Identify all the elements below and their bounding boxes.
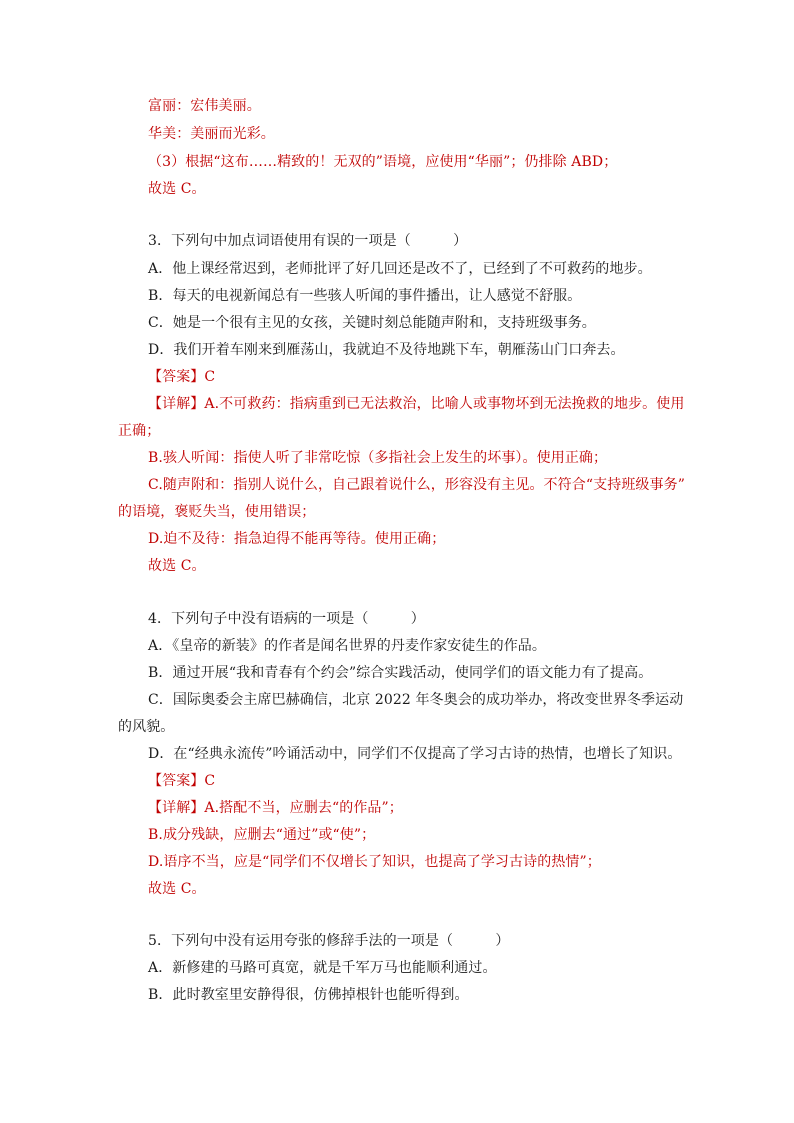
question-3-stem: 3．下列句中加点词语使用有误的一项是（ ） (148, 233, 468, 249)
question-3-detail-a-cont: 正确； (118, 423, 161, 439)
question-3-option-c: C．她是一个很有主见的女孩，关键时刻总能随声附和，支持班级事务。 (148, 315, 596, 331)
question-3-detail-b: B.骇人听闻：指使人听了非常吃惊（多指社会上发生的坏事）。使用正确； (148, 450, 608, 466)
detail-tag: 【详解】 (148, 396, 205, 412)
question-3-detail-c-cont: 的语境，褒贬失当，使用错误； (118, 504, 316, 520)
question-3-conclusion: 故选 C。 (148, 558, 206, 574)
explanation-line-fuli: 富丽：宏伟美丽。 (148, 98, 261, 114)
question-3-detail-a (148, 394, 684, 414)
explanation-line-3: （3）根据“这布……精致的！无双的”语境，应使用“华丽”；仍排除 ABD； (148, 154, 618, 170)
answer-value: C (204, 369, 216, 385)
question-4-detail-d: D.语序不当，应是“同学们不仅增长了知识，也提高了学习古诗的热情”； (148, 854, 601, 870)
question-3-option-b: B．每天的电视新闻总有一些骇人听闻的事件播出，让人感觉不舒服。 (148, 288, 582, 304)
question-3-option-a: A．他上课经常迟到，老师批评了好几回还是改不了，已经到了不可救药的地步。 (148, 261, 652, 277)
question-4-option-d: D．在“经典永流传”吟诵活动中，同学们不仅提高了学习古诗的热情，也增长了知识。 (148, 746, 682, 762)
question-4-detail-b: B.成分残缺，应删去“通过”或“使”； (148, 827, 376, 843)
answer-value: C (204, 773, 216, 789)
explanation-line-huamei: 华美：美丽而光彩。 (148, 126, 275, 142)
detail-text: A.搭配不当，应删去“的作品”； (204, 800, 403, 816)
question-3-detail-c: C.随声附和：指别人说什么，自己跟着说什么，形容没有主见。不符合“支持班级事务” (148, 477, 685, 493)
answer-tag: 【答案】 (148, 369, 205, 385)
question-3-option-d: D．我们开着车刚来到雁荡山，我就迫不及待地跳下车，朝雁荡山门口奔去。 (148, 342, 625, 358)
detail-tag: 【详解】 (148, 800, 205, 816)
answer-tag: 【答案】 (148, 773, 205, 789)
question-3-detail-d: D.迫不及待：指急迫得不能再等待。使用正确； (148, 531, 446, 547)
question-5-stem: 5．下列句中没有运用夸张的修辞手法的一项是（ ） (148, 933, 510, 949)
question-4-option-c: C．国际奥委会主席巴赫确信，北京 2022 年冬奥会的成功举办，将改变世界冬季运动 (148, 692, 684, 708)
question-3-answer (148, 367, 215, 387)
detail-text: A.不可救药：指病重到已无法救治，比喻人或事物坏到无法挽救的地步。使用 (204, 396, 685, 412)
question-4-option-a: A．《皇帝的新装》的作者是闻名世界的丹麦作家安徒生的作品。 (148, 638, 547, 654)
explanation-conclusion: 故选 C。 (148, 181, 206, 197)
question-4-option-c-cont: 的风貌。 (118, 719, 175, 735)
question-4-conclusion: 故选 C。 (148, 881, 206, 897)
question-4-option-b: B．通过开展“我和青春有个约会”综合实践活动，使同学们的语文能力有了提高。 (148, 665, 653, 681)
question-4-answer (148, 771, 215, 791)
question-5-option-a: A．新修建的马路可真宽，就是千军万马也能顺利通过。 (148, 960, 497, 976)
question-4-detail-a (148, 798, 403, 818)
question-5-option-b: B．此时教室里安静得很，仿佛掉根针也能听得到。 (148, 987, 469, 1003)
question-4-stem: 4．下列句子中没有语病的一项是（ ） (148, 611, 425, 627)
